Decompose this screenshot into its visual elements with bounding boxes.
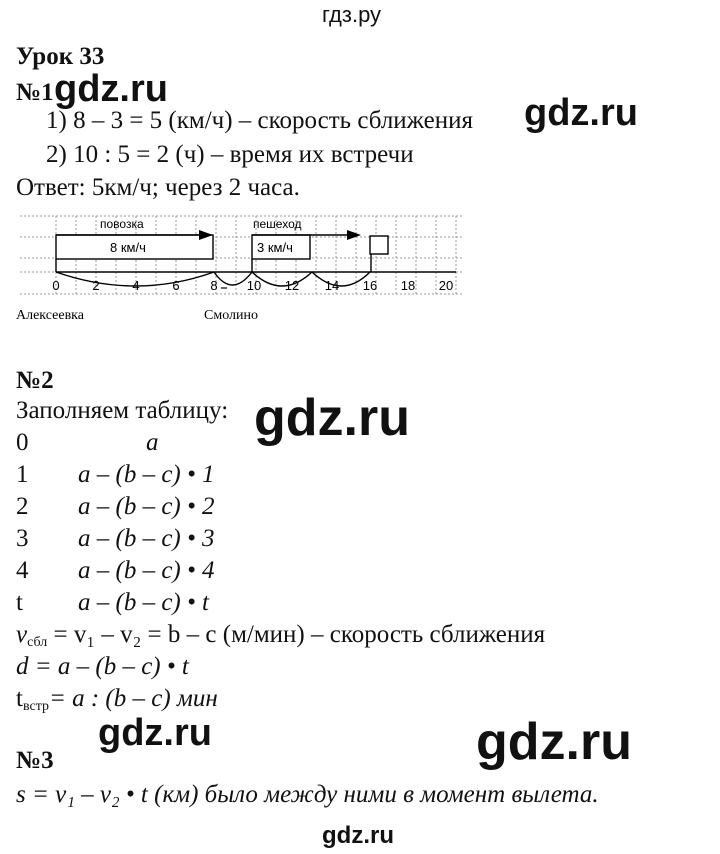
task3-formula: s = v₁ – v₂ • t (км) было между ними в момент вылета. [16,781,599,808]
site-header: гдз.ру [322,2,382,27]
label-cart: повозка [100,217,144,231]
time-expr: = a : (b – c) мин [48,685,218,712]
task3-line [16,782,599,807]
row-t: 3 [16,525,29,552]
tick-label: 12 [284,278,300,293]
task3-number: №3 [16,747,54,774]
tick-label: 18 [400,278,416,293]
label-pedestrian: пешеход [253,217,302,231]
watermark: gdz.ru [476,713,632,771]
place-right: Смолино [204,308,258,323]
tick-label: 10 [246,278,262,293]
destination-square [370,236,388,254]
table-row [16,590,416,615]
distance-line: d = a – (b – c) • t [16,653,189,680]
tick-label: 6 [172,278,180,293]
tick-label: 16 [362,278,378,293]
speed-cart: 8 км/ч [110,240,146,255]
speed-sub: сбл [27,635,48,650]
footer-watermark: gdz.ru [322,822,394,849]
row-t: 1 [16,461,29,488]
row-expr: a – (b – c) • 1 [78,461,215,488]
row-t: t [16,589,23,616]
table-row [16,494,416,519]
watermark: gdz.ru [54,68,168,110]
tick-label: 0 [52,278,60,293]
tick-label: 4 [132,278,140,293]
speed-symbol: v [16,621,28,648]
speed-line: = v₁ – v₂ = b – c (м/мин) – скорость сближения [53,621,546,648]
row-t: 4 [16,557,29,584]
task2-intro: Заполняем таблицу: [16,397,229,424]
tick-label: 14 [324,278,340,293]
time-sub: встр [22,699,49,714]
tick-label: 2 [92,278,100,293]
row-expr: a – (b – c) • 2 [78,493,215,520]
row-t: 2 [16,493,29,520]
row-t: 0 [16,429,29,456]
speed-formula [16,622,545,650]
table-row [16,430,416,455]
table-row [16,558,416,583]
row-expr: a [146,429,159,456]
row-expr: a – (b – c) • 3 [78,525,215,552]
table-row [16,462,416,487]
row-expr: a – (b – c) • 4 [78,557,215,584]
tick-label: 20 [438,278,454,293]
task1-number: №1 [16,79,54,106]
motion-diagram [16,212,476,330]
pedestrian-arrow-head [347,230,361,240]
lesson-title: Урок 33 [16,43,105,70]
watermark: gdz.ru [254,389,410,447]
speed-pedestrian: 3 км/ч [257,240,293,255]
watermark: gdz.ru [524,92,638,134]
watermark: gdz.ru [98,712,212,754]
distance-formula [16,654,189,679]
time-formula [16,686,218,714]
time-symbol: t [16,685,23,712]
tick-label: 8 [210,278,218,293]
task2-number: №2 [16,367,54,394]
task1-answer: Ответ: 5км/ч; через 2 часа. [16,174,300,201]
task1-line1: 1) 8 – 3 = 5 (км/ч) – скорость сближения [46,107,473,134]
place-left: Алексеевка [16,308,84,323]
row-expr: a – (b – c) • t [78,589,209,616]
arc-meet-2 [312,272,370,286]
table-row [16,526,416,551]
task1-line2: 2) 10 : 5 = 2 (ч) – время их встречи [46,141,414,168]
